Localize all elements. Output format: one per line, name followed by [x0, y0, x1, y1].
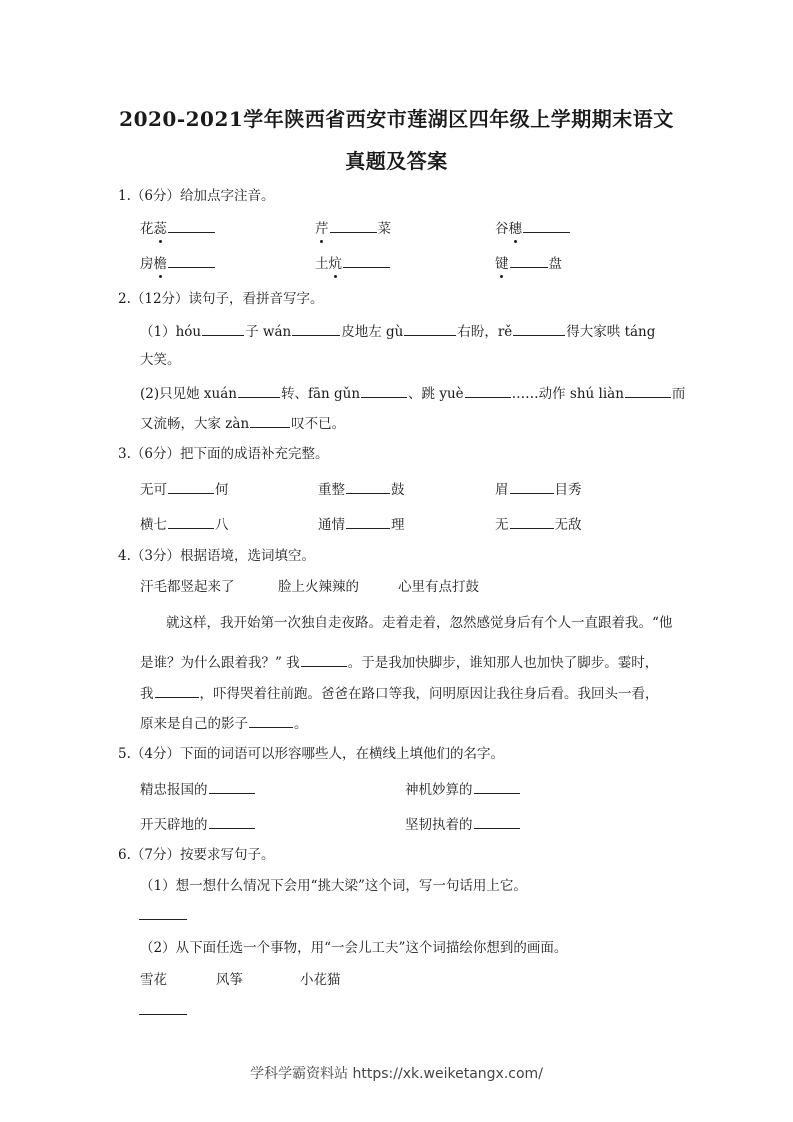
document-title-line-1: 2020-2021学年陕西省西安市莲湖区四年级上学期期末语文	[119, 107, 674, 131]
q2-stem: 2.（12分）读句子，看拼音写字。	[118, 291, 324, 307]
q5-item-4: 坚韧执着的	[405, 814, 521, 834]
q3-item-4: 横七 八	[140, 514, 229, 534]
q6-sub-1: （1）想一想什么情况下会用“挑大梁”这个词，写一句话用上它。	[140, 878, 527, 894]
q2-line-2: 大笑。	[140, 352, 181, 368]
q3-item-6: 无 无敌	[495, 514, 582, 534]
q1-item-5: 土炕	[315, 253, 391, 273]
q2-line-3: (2)只见她 xuán 转、fān gǔn 、跳 yuè ……动作 shú liàn 而	[140, 383, 685, 403]
q5-item-1: 精忠报国的	[140, 779, 256, 799]
q2-line-1: （1）hóu 子 wán 皮地左 gù 右盼，rě 得大家哄 táng	[140, 321, 655, 341]
q6-answer-line-1	[138, 905, 188, 925]
q6-option-2: 风筝	[216, 972, 243, 988]
q1-stem: 1.（6分）给加点字注音。	[118, 188, 275, 204]
q6-option-3: 小花猫	[300, 972, 341, 988]
q6-sub-2: （2）从下面任选一个事物，用“一会儿工夫”这个词描绘你想到的画面。	[140, 940, 568, 956]
document-title-line-2: 真题及答案	[345, 149, 448, 173]
footer-source: 学科学霸资料站 https://xk.weiketangx.com/	[250, 1066, 543, 1082]
q4-passage-line-2: 是谁？为什么跟着我？” 我 。于是我加快脚步，谁知那人也加快了脚步。霎时，	[140, 652, 658, 672]
q1-item-4: 房檐	[140, 253, 216, 273]
q1-item-1: 花蕊	[140, 218, 216, 238]
q6-stem: 6.（7分）按要求写句子。	[118, 847, 275, 863]
q4-option-1: 汗毛都竖起来了	[140, 579, 235, 595]
q5-stem: 5.（4分）下面的词语可以形容哪些人，在横线上填他们的名字。	[118, 746, 504, 762]
q3-stem: 3.（6分）把下面的成语补充完整。	[118, 446, 329, 462]
q2-line-4: 又流畅，大家 zàn 叹不已。	[140, 413, 345, 433]
q6-answer-line-2	[138, 1000, 188, 1020]
q3-item-5: 通情 理	[318, 514, 405, 534]
q4-option-2: 脸上火辣辣的	[278, 579, 359, 595]
q3-item-1: 无可 何	[140, 479, 229, 499]
q6-option-1: 雪花	[140, 972, 167, 988]
q4-option-3: 心里有点打鼓	[398, 579, 479, 595]
q4-passage-line-1: 就这样，我开始第一次独自走夜路。走着走着，忽然感觉身后有个人一直跟着我。“他	[166, 615, 673, 631]
q1-item-6: 键 盘	[495, 253, 562, 273]
q5-item-3: 开天辟地的	[140, 814, 256, 834]
q5-item-2: 神机妙算的	[405, 779, 521, 799]
q4-passage-line-4: 原来是自己的影子 。	[140, 713, 308, 733]
q4-passage-line-3: 我 ，吓得哭着往前跑。爸爸在路口等我，问明原因让我往身后看。我回头一看，	[140, 683, 659, 703]
q3-item-2: 重整 鼓	[318, 479, 405, 499]
q4-stem: 4.（3分）根据语境，选词填空。	[118, 548, 315, 564]
q1-item-3: 谷穗	[495, 218, 571, 238]
q1-item-2: 芹 菜	[315, 218, 391, 238]
q3-item-3: 眉 目秀	[495, 479, 582, 499]
